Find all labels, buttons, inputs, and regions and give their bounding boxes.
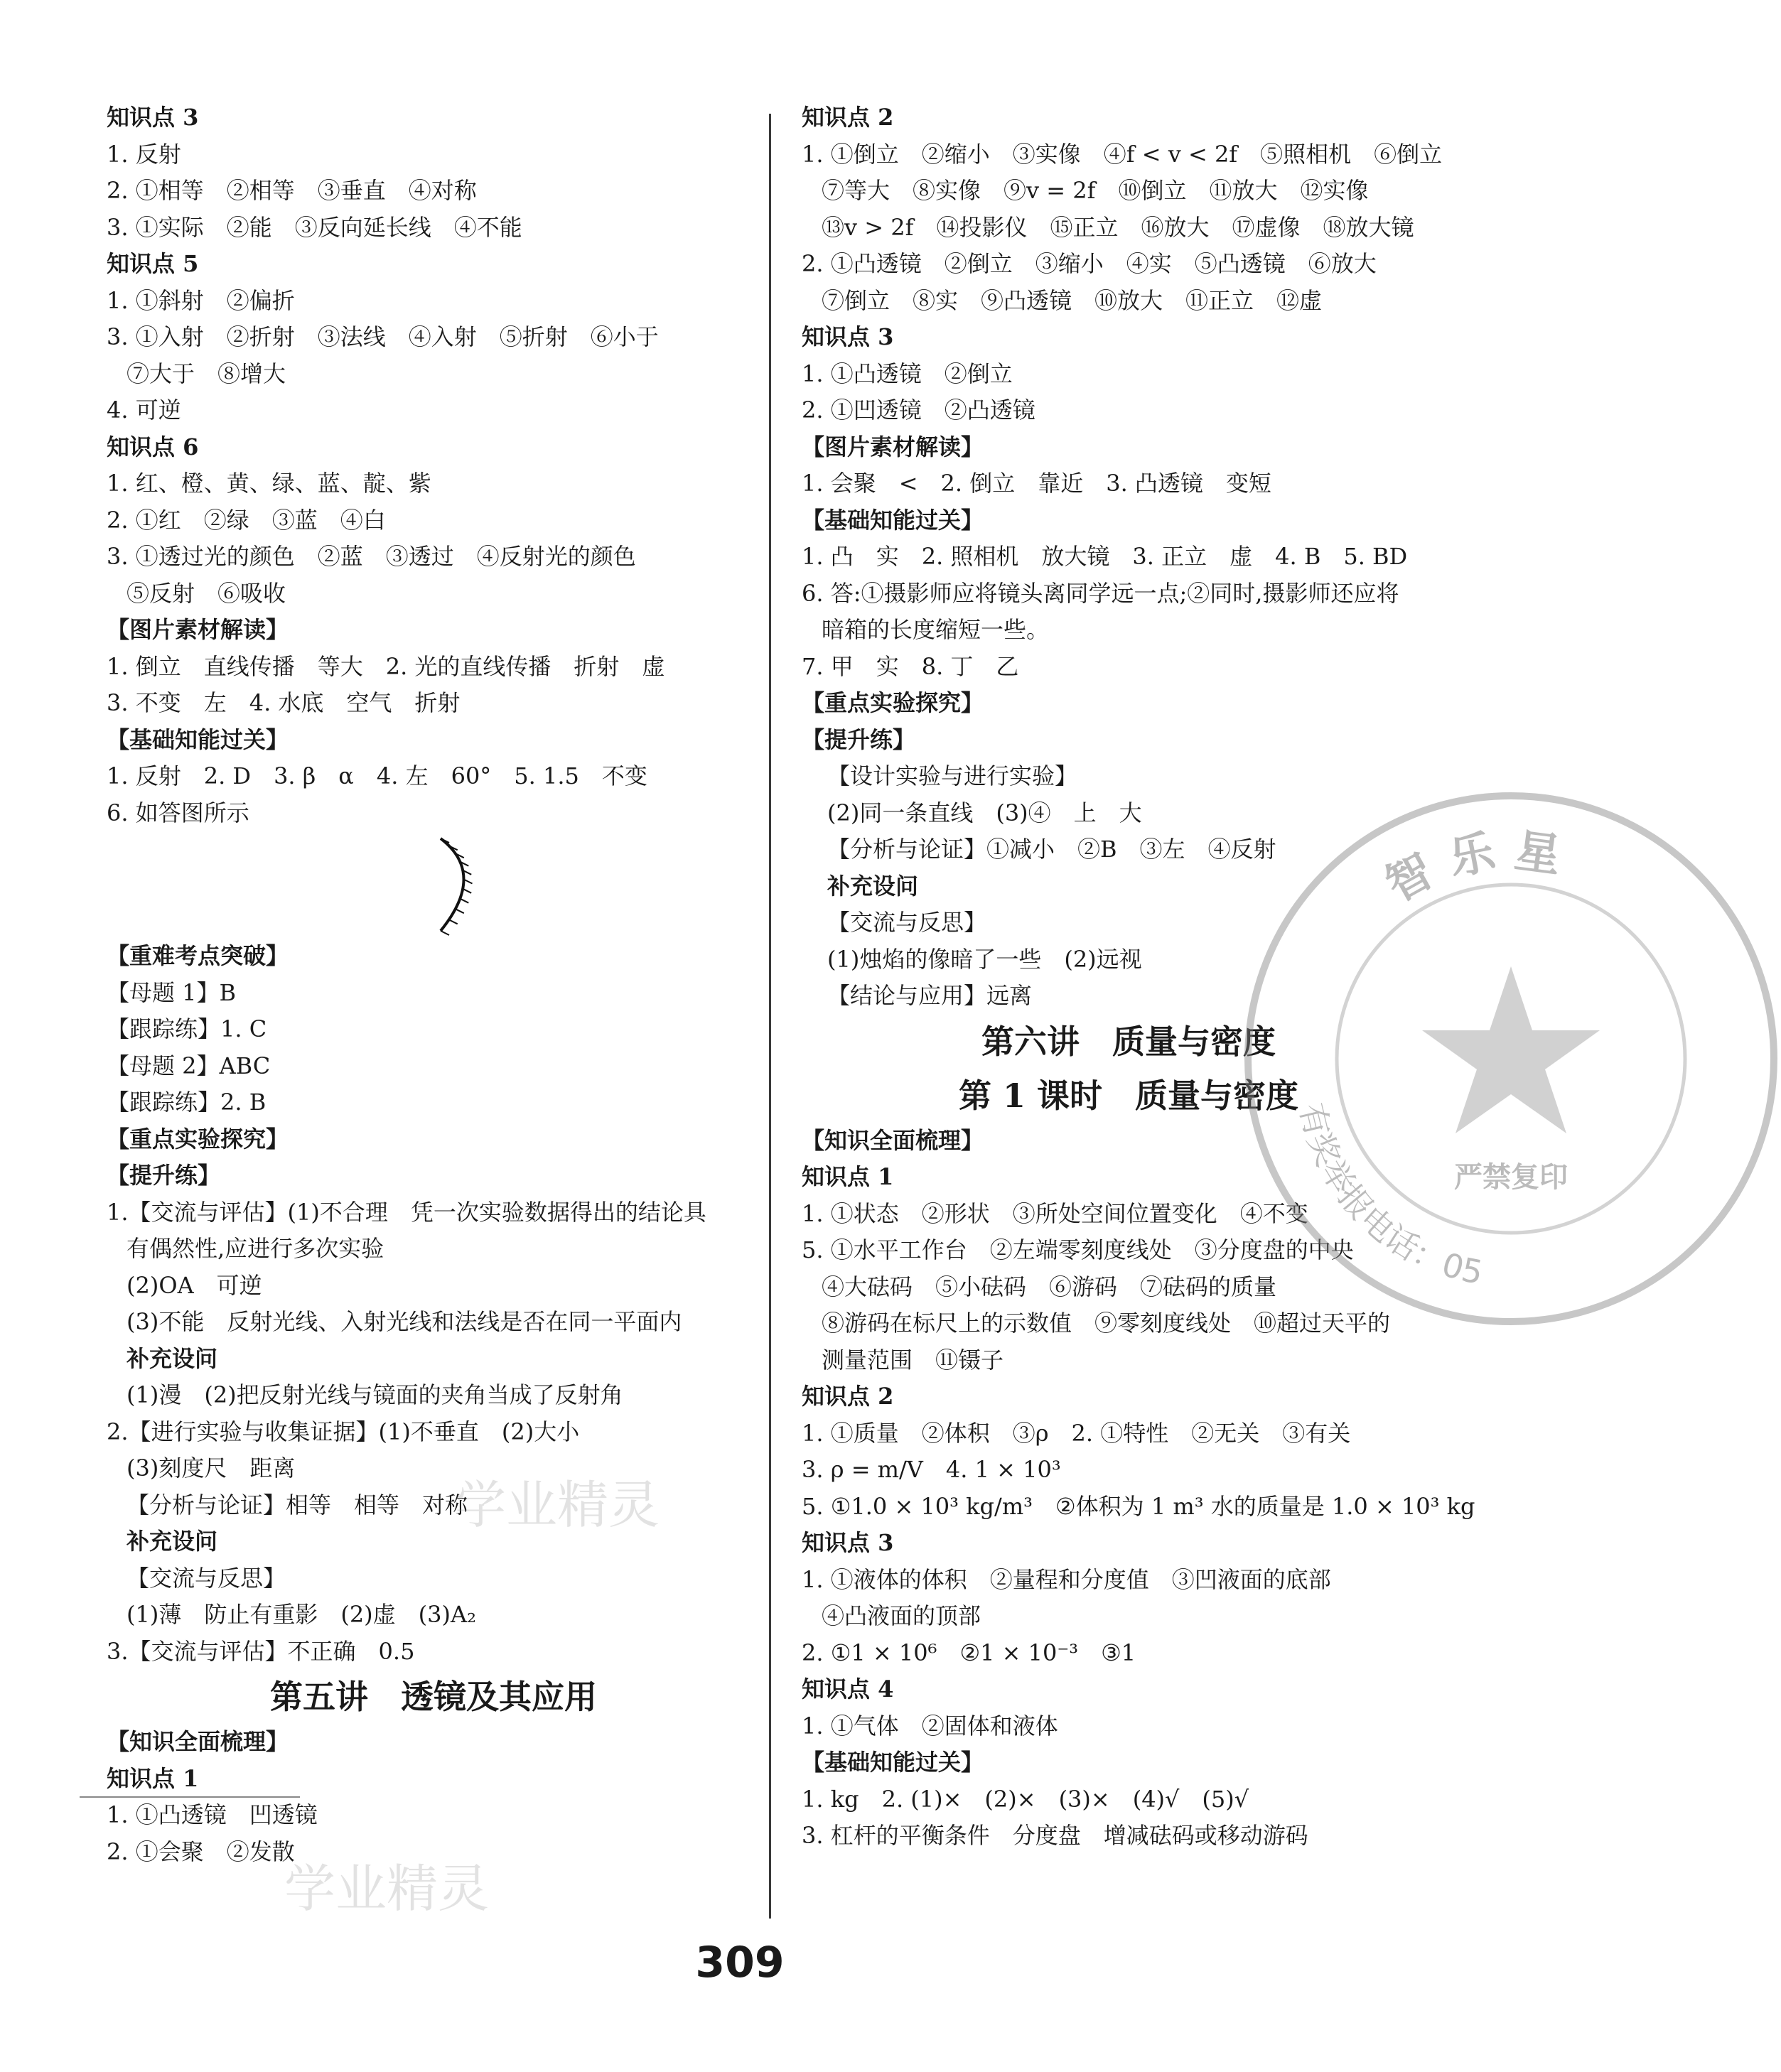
seal-bottom-text: 有奖举报电话：05	[1292, 1099, 1486, 1293]
answer-line: 7. 甲 实 8. 丁 乙	[802, 652, 1019, 680]
answer-line: 2.【进行实验与收集证据】(1)不垂直 (2)大小	[107, 1418, 580, 1445]
section-heading: 知识点 3	[802, 1529, 894, 1556]
section-heading: 知识点 6	[107, 433, 199, 460]
answer-line: (1)漫 (2)把反射光线与镜面的夹角当成了反射角	[127, 1381, 623, 1408]
section-heading: 【提升练】	[802, 725, 916, 753]
section-heading: 【重点实验探究】	[802, 689, 984, 716]
answer-line: ④凸液面的顶部	[822, 1602, 981, 1629]
answer-line: 【跟踪练】1. C	[107, 1015, 267, 1042]
seal-middle-text: 严禁复印	[1454, 1161, 1568, 1194]
answer-line: 1. 红、橙、黄、绿、蓝、靛、紫	[107, 470, 431, 497]
watermark: 学业精灵	[455, 1475, 660, 1535]
section-heading: 【图片素材解读】	[802, 433, 984, 460]
section-heading: 知识点 3	[802, 323, 894, 350]
section-heading: 【基础知能过关】	[802, 1749, 984, 1776]
answer-line: 【交流与反思】	[827, 909, 987, 936]
section-heading: 【提升练】	[107, 1162, 221, 1189]
answer-line: 1. 反射	[107, 140, 181, 168]
answer-line: 1. ①液体的体积 ②量程和分度值 ③凹液面的底部	[802, 1565, 1331, 1593]
page-number: 309	[695, 1938, 785, 1987]
column-divider	[769, 114, 771, 1919]
answer-line: 1. ①质量 ②体积 ③ρ 2. ①特性 ②无关 ③有关	[802, 1419, 1351, 1447]
section-heading: 知识点 1	[107, 1764, 199, 1792]
answer-line: 【交流与反思】	[127, 1564, 286, 1592]
answer-line: 【跟踪练】2. B	[107, 1089, 267, 1116]
watermark: 学业精灵	[284, 1859, 490, 1919]
answer-line: 1. ①倒立 ②缩小 ③实像 ④f < v < 2f ⑤照相机 ⑥倒立	[802, 140, 1443, 168]
section-heading: 补充设问	[127, 1528, 218, 1555]
answer-line: (1)烛焰的像暗了一些 (2)远视	[827, 945, 1142, 973]
left-column	[107, 99, 760, 1870]
answer-line: 6. 答:①摄影师应将镜头离同学远一点;②同时,摄影师还应将	[802, 579, 1399, 607]
section-title: 第五讲 透镜及其应用	[270, 1678, 597, 1716]
section-heading: 知识点 5	[107, 250, 199, 277]
answer-line: 2. ①凸透镜 ②倒立 ③缩小 ④实 ⑤凸透镜 ⑥放大	[802, 250, 1377, 277]
answer-line: ⑦等大 ⑧实像 ⑨v = 2f ⑩倒立 ⑪放大 ⑫实像	[822, 177, 1369, 204]
answer-line: (2)OA 可逆	[127, 1271, 262, 1299]
section-heading: 补充设问	[827, 872, 919, 900]
answer-line: 1. 反射 2. D 3. β α 4. 左 60° 5. 1.5 不变	[107, 762, 647, 789]
answer-line: 3. ①透过光的颜色 ②蓝 ③透过 ④反射光的颜色	[107, 543, 636, 570]
answer-line: 【设计实验与进行实验】	[827, 762, 1078, 789]
answer-line: 3. 杠杆的平衡条件 分度盘 增减砝码或移动游码	[802, 1822, 1308, 1849]
answer-line: 2. ①红 ②绿 ③蓝 ④白	[107, 506, 386, 534]
answer-line: 1. ①气体 ②固体和液体	[802, 1712, 1058, 1739]
answer-line: 【母题 1】B	[107, 978, 237, 1006]
answer-line: 1. 凸 实 2. 照相机 放大镜 3. 正立 虚 4. B 5. BD	[802, 543, 1408, 570]
section-title: 第六讲 质量与密度	[981, 1022, 1276, 1061]
seal-stamp	[1241, 789, 1781, 1329]
answer-line: (1)薄 防止有重影 (2)虚 (3)A₂	[127, 1601, 476, 1628]
answer-line: 3. ①实际 ②能 ③反向延长线 ④不能	[107, 213, 522, 241]
section-title: 第 1 课时 质量与密度	[958, 1076, 1299, 1115]
answer-line: (3)刻度尺 距离	[127, 1455, 296, 1482]
answer-line: 1. kg 2. (1)× (2)× (3)× (4)√ (5)√	[802, 1785, 1249, 1813]
answer-line: 2. ①会聚 ②发散	[107, 1838, 295, 1865]
answer-line: 【分析与论证】相等 相等 对称	[127, 1491, 468, 1518]
answer-line: 4. 可逆	[107, 396, 181, 423]
answer-line: ⑦倒立 ⑧实 ⑨凸透镜 ⑩放大 ⑪正立 ⑫虚	[822, 286, 1323, 314]
answer-line: 1. ①斜射 ②偏折	[107, 286, 295, 314]
answer-line: 3. 不变 左 4. 水底 空气 折射	[107, 689, 461, 716]
answer-line: 【母题 2】ABC	[107, 1052, 271, 1079]
answer-line: 1. ①凸透镜 ②倒立	[802, 360, 1013, 387]
section-heading: 【基础知能过关】	[802, 506, 984, 534]
section-heading: 知识点 2	[802, 104, 894, 131]
answer-line: (2)同一条直线 (3)④ 上 大	[827, 799, 1142, 826]
answer-line: (3)不能 反射光线、入射光线和法线是否在同一平面内	[127, 1308, 682, 1335]
answer-line: 3. ρ = m/V 4. 1 × 10³	[802, 1456, 1061, 1483]
section-heading: 知识点 4	[802, 1676, 894, 1703]
answer-line: ④大砝码 ⑤小砝码 ⑥游码 ⑦砝码的质量	[822, 1273, 1277, 1300]
answer-line: 5. ①水平工作台 ②左端零刻度线处 ③分度盘的中央	[802, 1236, 1354, 1263]
answer-line: 1. ①凸透镜 凹透镜	[107, 1801, 318, 1828]
answer-line: 【结论与应用】远离	[827, 982, 1033, 1009]
bottom-left-rule	[80, 1796, 300, 1798]
answer-line: ⑤反射 ⑥吸收	[127, 579, 286, 607]
svg-text:智 乐 星	[1377, 825, 1564, 912]
answer-line: 【分析与论证】①减小 ②B ③左 ④反射	[827, 836, 1276, 863]
section-heading: 【重难考点突破】	[107, 942, 289, 969]
section-heading: 知识点 1	[802, 1163, 894, 1190]
answer-line: 3. ①入射 ②折射 ③法线 ④入射 ⑤折射 ⑥小于	[107, 323, 659, 350]
answer-line: 1. 倒立 直线传播 等大 2. 光的直线传播 折射 虚	[107, 652, 665, 680]
answer-line: 5. ①1.0 × 10³ kg/m³ ②体积为 1 m³ 水的质量是 1.0 × 10³ kg	[802, 1492, 1475, 1520]
answer-line: 1. 会聚 < 2. 倒立 靠近 3. 凸透镜 变短	[802, 470, 1271, 497]
answer-line: ⑧游码在标尺上的示数值 ⑨零刻度线处 ⑩超过天平的	[822, 1310, 1391, 1337]
section-heading: 【重点实验探究】	[107, 1125, 289, 1153]
section-heading: 【知识全面梳理】	[107, 1728, 289, 1755]
answer-line: 2. ①相等 ②相等 ③垂直 ④对称	[107, 177, 477, 204]
section-heading: 【图片素材解读】	[107, 616, 289, 643]
section-heading: 知识点 2	[802, 1383, 894, 1410]
answer-line: 3.【交流与评估】不正确 0.5	[107, 1637, 415, 1665]
svg-text:有奖举报电话：05	[1292, 1099, 1486, 1292]
answer-line: 2. ①凹透镜 ②凸透镜	[802, 396, 1035, 423]
answer-line: 1. ①状态 ②形状 ③所处空间位置变化 ④不变	[802, 1199, 1308, 1227]
answer-line: 有偶然性,应进行多次实验	[127, 1235, 384, 1262]
answer-line: 6. 如答图所示	[107, 799, 249, 826]
answer-line: 测量范围 ⑪镊子	[822, 1346, 1004, 1374]
mirror-figure	[107, 831, 760, 938]
seal-top-text: 智 乐 星	[1377, 824, 1564, 912]
answer-line: ⑦大于 ⑧增大	[127, 360, 286, 387]
section-heading: 知识点 3	[107, 104, 199, 131]
answer-line: 1.【交流与评估】(1)不合理 凭一次实验数据得出的结论具	[107, 1198, 706, 1226]
section-heading: 【基础知能过关】	[107, 725, 289, 753]
section-heading: 补充设问	[127, 1344, 218, 1372]
section-heading: 【知识全面梳理】	[802, 1126, 984, 1154]
answer-line: 暗箱的长度缩短一些。	[822, 616, 1050, 643]
answer-line: 2. ①1 × 10⁶ ②1 × 10⁻³ ③1	[802, 1639, 1136, 1666]
answer-line: ⑬v > 2f ⑭投影仪 ⑮正立 ⑯放大 ⑰虚像 ⑱放大镜	[822, 213, 1414, 241]
